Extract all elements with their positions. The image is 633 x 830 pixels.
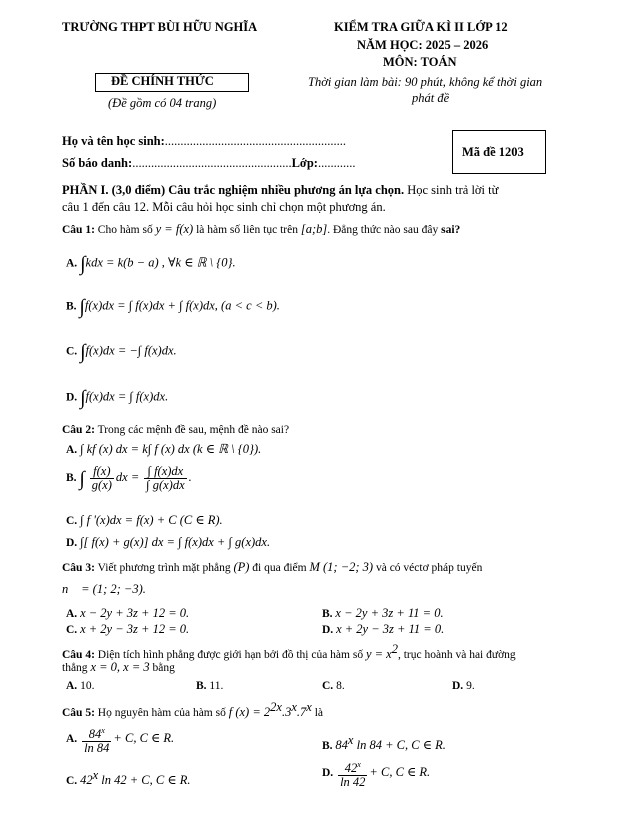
integral-icon: ∫ (80, 341, 86, 363)
q2-b-end: . (188, 470, 192, 485)
q3-option-a[interactable] (66, 606, 189, 621)
q3-point: M (1; −2; 3) (309, 560, 374, 574)
q2-label: Câu 2: (62, 424, 95, 436)
q3-a-text: x − 2y + 3z + 12 = 0. (80, 606, 190, 620)
q3-normal-vector: n⃗ = (1; 2; −3). (62, 582, 146, 596)
q2-b-mid: dx = (115, 470, 140, 485)
q2-d-text: ∫[ f(x) + g(x)] dx = ∫ f(x)dx + ∫ g(x)dx. (80, 535, 271, 549)
q1-option-c[interactable] (66, 342, 177, 362)
q5-b-tail: ln 84 + C, C ∈ R. (353, 737, 446, 752)
q4-line2-b: bằng (149, 662, 175, 674)
q1-option-b[interactable] (66, 297, 280, 317)
q2-b-num2: ∫ f(x)dx (144, 465, 186, 479)
question-1 (62, 222, 460, 237)
q2-option-c[interactable] (66, 512, 223, 528)
q3-c-letter: C. (66, 624, 78, 636)
q5-a-letter: A. (66, 733, 78, 746)
question-3 (62, 560, 482, 575)
q5-c-letter: C. (66, 774, 78, 787)
q5-a-den: ln 84 (84, 741, 110, 756)
q1-label: Câu 1: (62, 224, 95, 236)
q1-text-a: Cho hàm số (94, 224, 156, 236)
q2-b-den2: ∫ g(x)dx (146, 478, 185, 492)
q3-option-b[interactable] (322, 606, 444, 621)
q4-text-a: Diện tích hình phẳng được giới hạn bởi đồ thị của hàm số (94, 648, 366, 661)
part1-desc1: Học sinh trả lời từ (404, 183, 499, 197)
q3-b-text: x − 2y + 3z + 11 = 0. (335, 606, 444, 620)
q4-d-text: 9. (466, 680, 475, 692)
q3-option-d[interactable] (322, 622, 444, 637)
q5-d-frac: $\frac{42^x}{\ln 42}$ (340, 760, 366, 790)
q1-fx: y = f(x) (155, 222, 194, 236)
q5-d-den: ln 42 (340, 775, 366, 790)
q2-b-num1: f(x) (90, 465, 114, 479)
student-id-line (62, 156, 355, 171)
q5-d-tail: + C, C ∈ R. (369, 765, 431, 780)
q4-text-b: , trục hoành và hai đường (397, 648, 516, 661)
q3-plane: (P) (233, 560, 250, 574)
q5-b-base: 84 (335, 737, 348, 752)
id-label: Số báo danh: (62, 156, 133, 170)
q5-option-b[interactable]: B. 84$^x$ ln 84 + C, C ∈ R. (322, 733, 446, 752)
integral-icon: ∫ (80, 387, 86, 409)
pages-note: (Đề gồm có 04 trang) (108, 96, 217, 110)
q4-a-text: 10. (80, 680, 95, 692)
q4-a-letter: A. (66, 680, 78, 692)
q5-option-d[interactable] (322, 758, 430, 789)
school-name: TRƯỜNG THPT BÙI HỮU NGHĨA (62, 20, 258, 34)
q4-option-c[interactable] (322, 680, 345, 692)
q1-interval: [a;b] (300, 222, 328, 236)
name-dots: .......................................................... (164, 134, 347, 148)
q1-option-a[interactable] (66, 254, 236, 274)
exam-code: Mã đề 1203 (462, 145, 524, 159)
official-label: ĐỀ CHÍNH THỨC (111, 74, 214, 88)
q2-option-d[interactable] (66, 535, 270, 550)
q1-a-letter: A. (66, 257, 78, 270)
q3-c-text: x + 2y − 3z + 12 = 0. (80, 622, 190, 636)
integral-icon: ∫ (79, 296, 85, 318)
q3-d-letter: D. (322, 624, 334, 636)
q4-option-b[interactable] (196, 680, 223, 692)
q3-a-letter: A. (66, 608, 78, 620)
part1-desc2: câu 1 đến câu 12. Mỗi câu hỏi học sinh chỉ chọn một phương án. (62, 200, 386, 214)
q5-text-a: Họ nguyên hàm của hàm số (94, 706, 229, 719)
q4-d-letter: D. (452, 680, 464, 692)
q1-text-c: . Đẳng thức nào sau đây (327, 224, 442, 236)
integral-icon: ∫ (79, 467, 85, 490)
q3-text-a: Viết phương trình mặt phẳng (94, 562, 234, 574)
q1-b-text: f(x)dx = ∫ f(x)dx + ∫ f(x)dx, (a < c < b). (84, 298, 280, 313)
exam-title: KIỂM TRA GIỮA KÌ II LỚP 12 (334, 20, 508, 34)
q2-a-letter: A. (66, 444, 78, 456)
q4-fx: y = x (365, 646, 392, 661)
q4-label: Câu 4: (62, 648, 95, 661)
q3-option-c[interactable] (66, 622, 189, 637)
q1-c-text: f(x)dx = −∫ f(x)dx. (85, 343, 177, 358)
q2-b-letter: B. (66, 472, 77, 485)
student-name-line (62, 134, 346, 149)
q4-c-letter: C. (322, 680, 334, 692)
q5-option-c[interactable]: C. 42$^x$ ln 42 + C, C ∈ R. (66, 768, 191, 787)
q2-b-frac2 (144, 465, 186, 492)
school-year: NĂM HỌC: 2025 – 2026 (357, 38, 489, 52)
q4-option-d[interactable] (452, 680, 475, 692)
q5-a-num: 84 (88, 727, 102, 742)
q3-label: Câu 3: (62, 562, 95, 574)
q1-a-text: kdx = k(b − a) , ∀k ∈ ℝ \ {0}. (85, 255, 236, 270)
id-dots: ................................................... (132, 156, 292, 170)
q2-d-letter: D. (66, 537, 78, 549)
q5-c-tail: ln 42 + C, C ∈ R. (98, 772, 191, 787)
q5-d-num: 42 (344, 761, 358, 776)
q5-c-base: 42 (80, 772, 93, 787)
q1-c-letter: C. (66, 345, 78, 358)
name-label: Họ và tên học sinh: (62, 134, 165, 148)
q5-fx: f (x) = 2 (228, 704, 271, 719)
q3-text-b: đi qua điểm (249, 562, 310, 574)
q2-text: Trong các mệnh đề sau, mệnh đề nào sai? (94, 424, 290, 436)
q3-b-letter: B. (322, 608, 333, 620)
q2-c-letter: C. (66, 515, 78, 527)
q1-d-text: f(x)dx = ∫ f(x)dx. (85, 389, 169, 404)
q2-b-frac1 (90, 465, 114, 492)
class-label: Lớp: (291, 156, 318, 170)
integral-icon: ∫ (80, 253, 86, 275)
q2-option-a[interactable] (66, 441, 261, 457)
question-4-line2 (62, 660, 175, 675)
q2-c-text: ∫ f '(x)dx = f(x) + C (C ∈ R). (80, 513, 223, 527)
q1-sai: sai? (441, 224, 461, 236)
time-line-2: phát đề (412, 91, 450, 105)
class-dots: ............ (317, 156, 356, 170)
q1-option-d[interactable] (66, 388, 168, 408)
q2-b-den1: g(x) (91, 478, 112, 492)
q5-d-letter: D. (322, 767, 334, 780)
part1-line1 (62, 183, 498, 198)
question-2 (62, 424, 289, 436)
q1-d-letter: D. (66, 391, 78, 404)
q5-a-frac: $\frac{84^x}{\ln 84}$ (84, 726, 110, 756)
q5-label: Câu 5: (62, 706, 95, 719)
q4-c-text: 8. (336, 680, 345, 692)
q4-line2-math: x = 0, x = 3 (90, 660, 150, 674)
q3-text-c: và có véctơ pháp tuyến (373, 562, 483, 574)
q2-option-b[interactable] (66, 465, 192, 492)
q5-option-a[interactable] (66, 724, 174, 755)
q1-text-b: là hàm số liên tục trên (193, 224, 301, 236)
q3-d-text: x + 2y − 3z + 11 = 0. (336, 622, 445, 636)
time-line-1: Thời gian làm bài: 90 phút, không kể thời gian (308, 75, 543, 89)
q2-a-text: ∫ kf (x) dx = k∫ f (x) dx (k ∈ ℝ \ {0}). (80, 442, 262, 456)
q5-a-tail: + C, C ∈ R. (113, 731, 175, 746)
q4-b-letter: B. (196, 680, 207, 692)
q5-b-letter: B. (322, 739, 333, 752)
q5-text-b: là (311, 706, 324, 719)
subject: MÔN: TOÁN (383, 55, 457, 69)
part1-title: PHẦN I. (3,0 điểm) Câu trắc nghiệm nhiều phương án lựa chọn. (62, 183, 405, 197)
q4-line2-a: thẳng (62, 662, 91, 674)
question-4: Câu 4: Diện tích hình phẳng được giới hạn bởi đồ thị của hàm số $y = x^2$, trục hoành và hai đường (62, 642, 516, 661)
q4-option-a[interactable] (66, 680, 94, 692)
q1-b-letter: B. (66, 300, 77, 313)
q4-b-text: 11. (209, 680, 224, 692)
question-5: Câu 5: Họ nguyên hàm của hàm số f $(x) = 2^{2x}.3^x.7^x$ là (62, 700, 324, 719)
